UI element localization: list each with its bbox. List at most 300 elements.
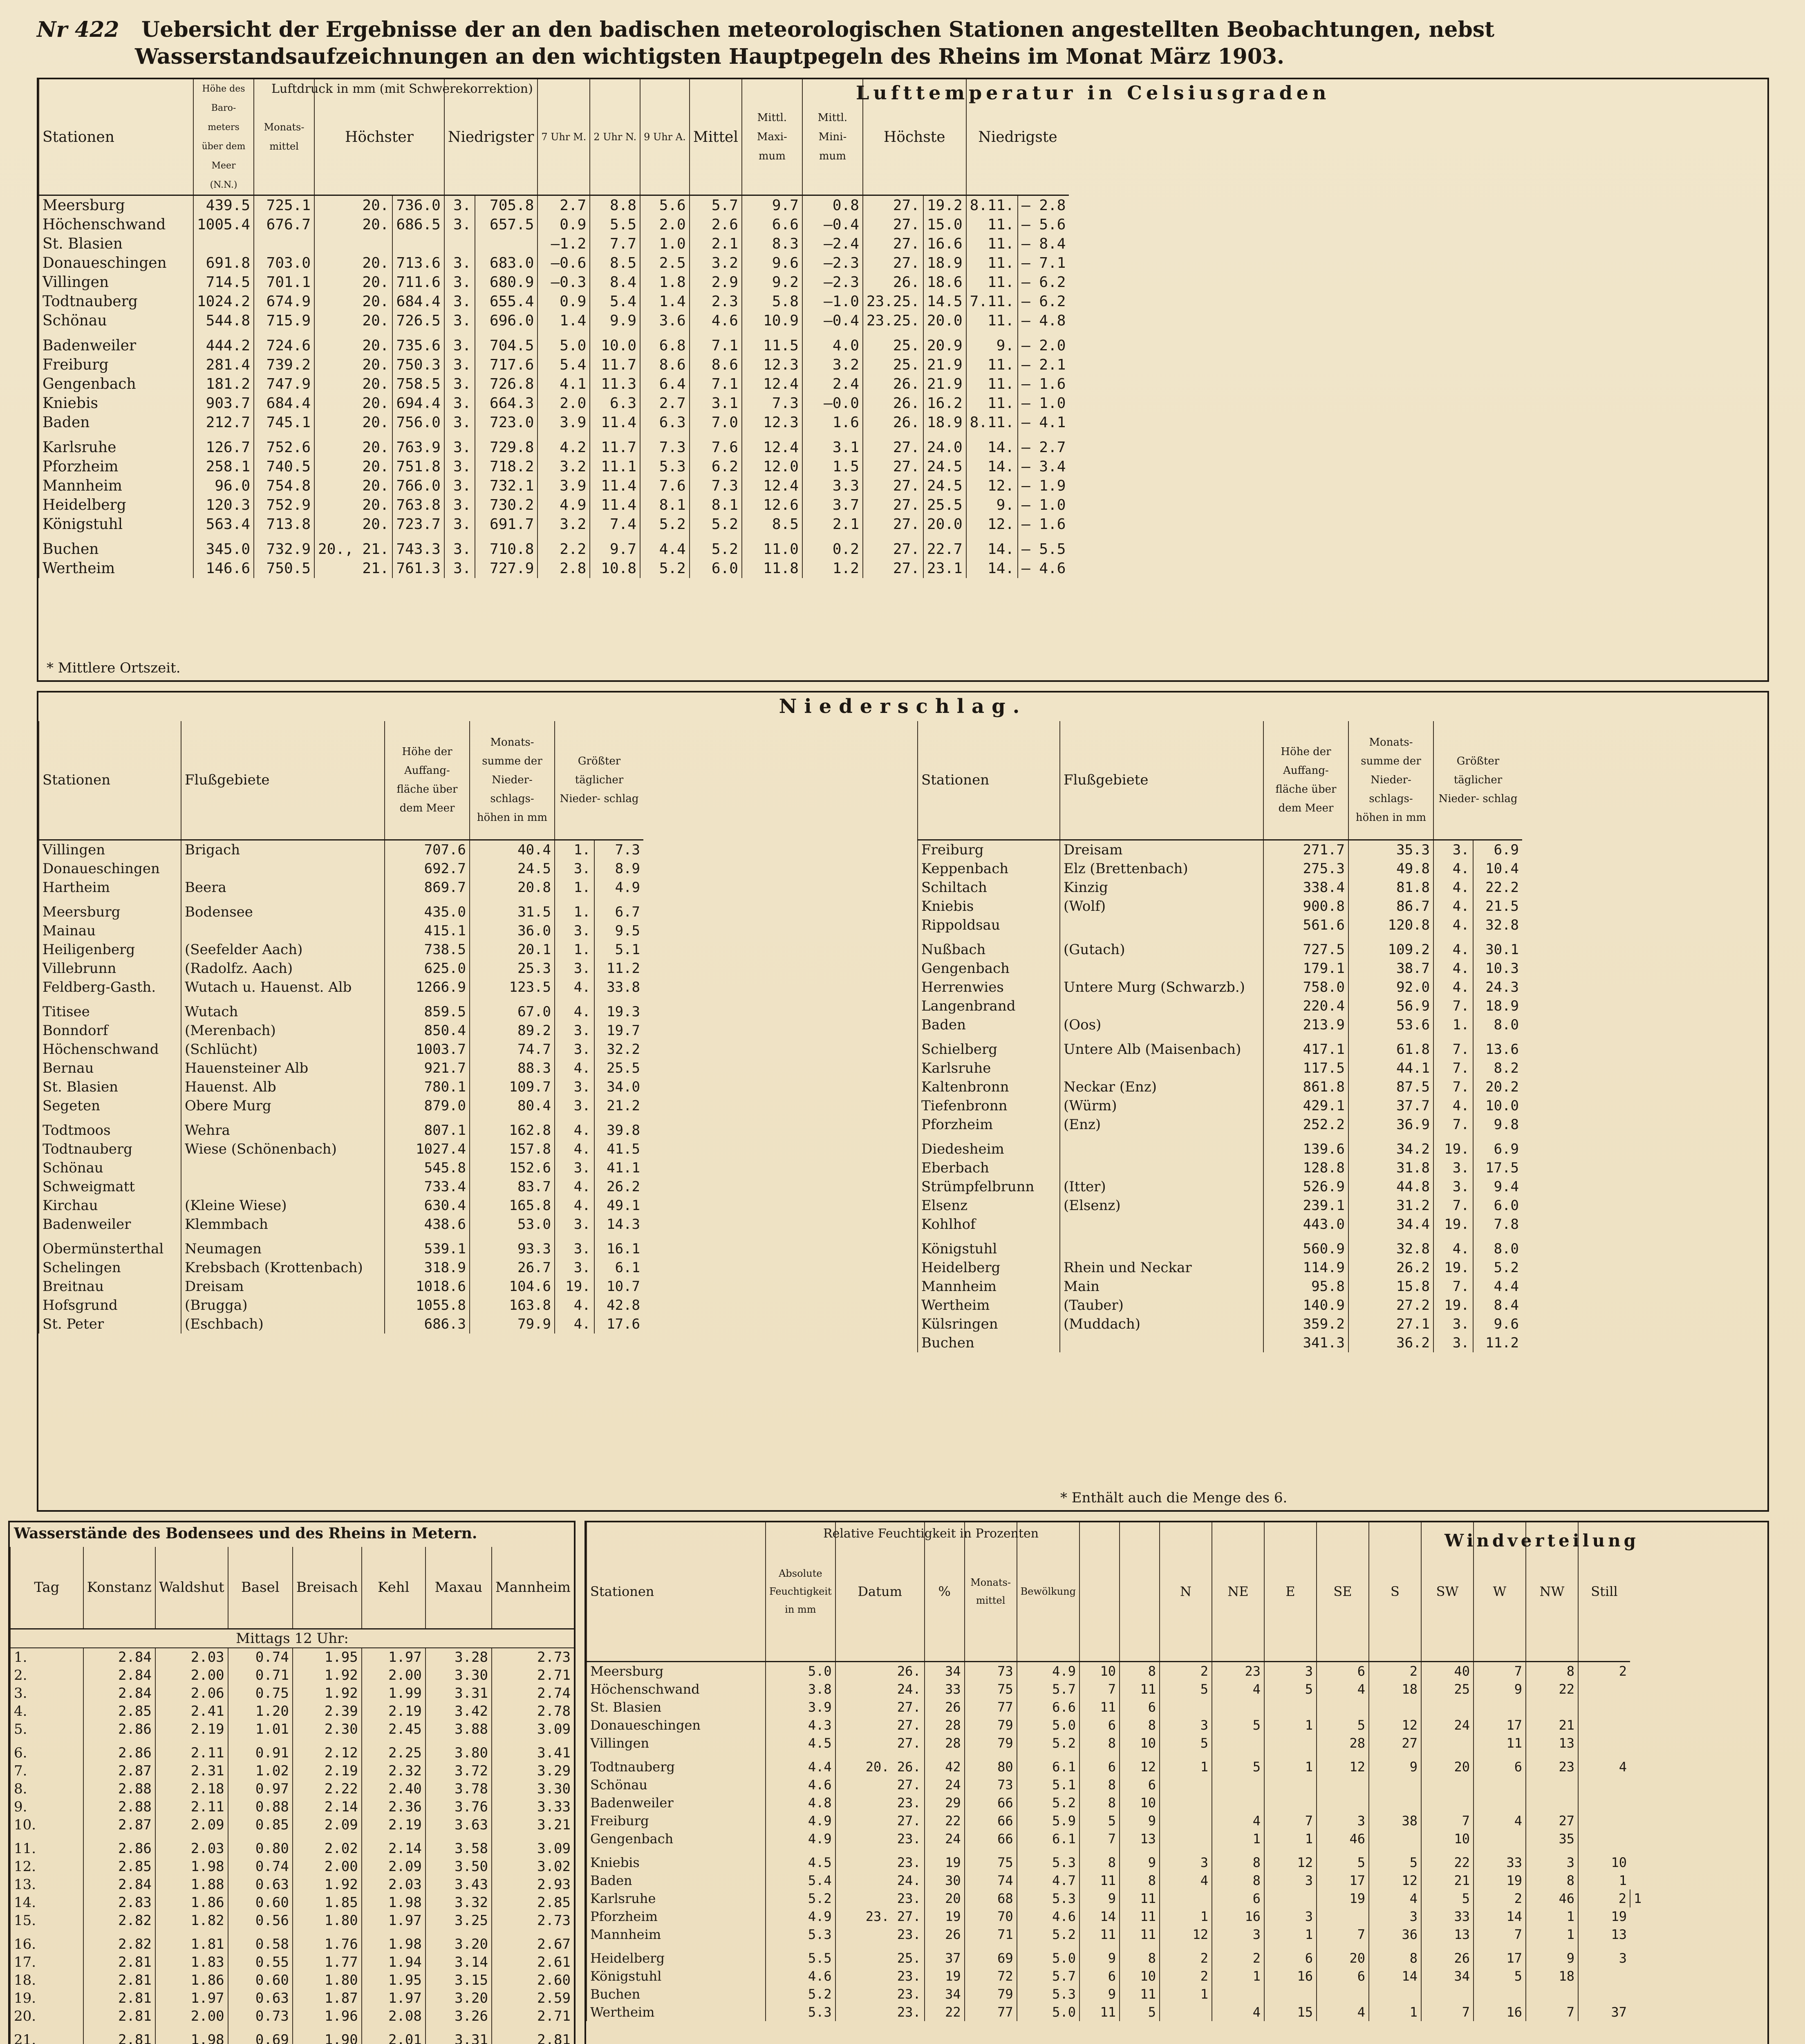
precip-right-row-cell: 9.8 — [1473, 1115, 1522, 1134]
humidity-row-cell — [1578, 1812, 1630, 1830]
precip-right-row-cell: 44.1 — [1348, 1059, 1433, 1078]
temperature-row-cell: 718.2 — [475, 457, 538, 476]
water-row-cell: 3.14 — [425, 1953, 492, 1971]
humidity-row-cell — [1264, 1698, 1317, 1716]
col-hoehe-right: Höhe der Auffang- fläche über dem Meer — [1263, 721, 1348, 840]
precip-left-row-cell: 707.6 — [385, 840, 470, 859]
temperature-row-cell: 27. — [863, 476, 923, 495]
humidity-row-cell: 19 — [1578, 1907, 1630, 1925]
precip-left-row-cell: 11.2 — [594, 959, 643, 978]
temperature-row-cell: 2.8 — [537, 559, 590, 578]
precip-left-row-cell: Heiligenberg — [39, 940, 181, 959]
humidity-row-cell: 46 — [1526, 1889, 1578, 1907]
temperature-row-cell: – 6.2 — [1018, 292, 1069, 311]
humidity-row — [587, 1752, 1645, 1776]
humidity-row-cell: 4.9 — [766, 1812, 835, 1830]
water-row-cell: 2.11 — [155, 1738, 228, 1762]
temperature-row-cell: 5.2 — [640, 515, 690, 534]
temperature-row-cell: 20.9 — [923, 330, 966, 355]
temperature-row-cell: 24.5 — [923, 457, 966, 476]
temperature-row-cell: Donaueschingen — [39, 253, 193, 273]
temperature-row — [39, 476, 1069, 495]
humidity-row-cell: 1 — [1264, 1752, 1317, 1776]
water-row-cell: 1.86 — [155, 1971, 228, 1989]
temperature-row-cell: –0.3 — [537, 273, 590, 292]
precip-right-row-cell: 128.8 — [1263, 1159, 1348, 1177]
humidity-row-cell: Pforzheim — [587, 1907, 766, 1925]
col-wind-ne: NE — [1212, 1522, 1264, 1661]
temperature-row-cell: 11. — [966, 311, 1018, 330]
temperature-row-cell: 11.4 — [590, 476, 640, 495]
temperature-row-cell: 696.0 — [475, 311, 538, 330]
temperature-row-cell: 723.7 — [392, 515, 444, 534]
humidity-row-cell: 6 — [1317, 1661, 1369, 1680]
col-groesster-left: Größter täglicher Nieder- schlag — [555, 721, 643, 840]
precip-left-row-cell: 21.2 — [594, 1096, 643, 1115]
water-row-cell: 0.69 — [228, 2025, 293, 2044]
humidity-row-cell: 1 — [1160, 1907, 1212, 1925]
temperature-row-cell: 14. — [966, 432, 1018, 457]
temperature-row-cell: 8.11. — [966, 195, 1018, 215]
temperature-row-cell: 26. — [863, 413, 923, 432]
humidity-row-cell — [1369, 1985, 1421, 2003]
humidity-row-cell: 5 — [1369, 1848, 1421, 1871]
humidity-row-cell: 5.4 — [766, 1871, 835, 1889]
water-row-cell: 0.73 — [228, 2007, 293, 2025]
temperature-row-cell: 3.3 — [802, 476, 863, 495]
water-row-cell: 2.39 — [293, 1702, 362, 1720]
precip-left-row-cell: 4. — [555, 1059, 594, 1078]
temperature-row-cell: –0.0 — [802, 394, 863, 413]
temperature-row-cell: 2.0 — [537, 394, 590, 413]
humidity-row-cell — [1212, 1985, 1264, 2003]
precip-left-row-cell: Wehra — [181, 1115, 385, 1140]
temperature-row-cell: 903.7 — [193, 394, 254, 413]
precip-right-row-cell: (Enz) — [1060, 1115, 1263, 1134]
temperature-row-cell: 715.9 — [254, 311, 314, 330]
humidity-row-cell — [1474, 1776, 1526, 1794]
precip-left-row-cell: 692.7 — [385, 859, 470, 878]
humidity-row-cell — [1160, 1812, 1212, 1830]
col-groesster-right: Größter täglicher Nieder- schlag — [1433, 721, 1522, 840]
precip-right-row-cell: 3. — [1433, 1159, 1473, 1177]
humidity-row-cell: 29 — [925, 1794, 965, 1812]
temperature-row-cell: 9.2 — [742, 273, 802, 292]
precip-left-row-cell: Beera — [181, 878, 385, 897]
humidity-row-cell: 7 — [1317, 1925, 1369, 1943]
precip-right-table — [917, 721, 1522, 1352]
temperature-row-cell: 11.4 — [590, 495, 640, 515]
water-row — [10, 1720, 574, 1738]
precip-right-row-cell: 6.9 — [1473, 1134, 1522, 1159]
water-row-cell: 0.88 — [228, 1798, 293, 1816]
humidity-row-cell: 8 — [1079, 1776, 1120, 1794]
humidity-row-cell: 3 — [1264, 1871, 1317, 1889]
humidity-row-cell: 1 — [1578, 1871, 1630, 1889]
temperature-row-cell: 11. — [966, 273, 1018, 292]
precip-left-row-cell: Wutach u. Hauenst. Alb — [181, 978, 385, 997]
water-row-cell: 3.30 — [492, 1780, 574, 1798]
precip-right-row-cell: (Würm) — [1060, 1096, 1263, 1115]
humidity-row-cell: 2 — [1160, 1943, 1212, 1967]
temperature-row-cell: 12.3 — [742, 413, 802, 432]
humidity-row-cell: 6 — [1120, 1698, 1160, 1716]
water-row-cell: 2.84 — [83, 1666, 155, 1684]
humidity-row-cell: 11 — [1120, 1907, 1160, 1925]
temperature-row-cell: 7.6 — [690, 432, 742, 457]
precip-right-row-cell: Untere Alb (Maisenbach) — [1060, 1034, 1263, 1059]
water-row-cell: 12. — [10, 1858, 83, 1876]
humidity-row-cell: 1 — [1212, 1830, 1264, 1848]
humidity-row-cell — [1317, 1776, 1369, 1794]
precip-right-row-cell: 81.8 — [1348, 878, 1433, 897]
precip-right-row-cell: 32.8 — [1473, 916, 1522, 935]
humidity-row-cell: 19 — [925, 1967, 965, 1985]
humidity-row-cell: 4.7 — [1017, 1871, 1079, 1889]
precip-left-row-cell: 6.1 — [594, 1258, 643, 1277]
humidity-row-cell: Wertheim — [587, 2003, 766, 2021]
humidity-row-cell: 7 — [1421, 2003, 1474, 2021]
col-niedrigster: Niedrigster — [444, 79, 538, 195]
water-row-cell: 2.81 — [492, 2025, 574, 2044]
precip-right-row-cell: 31.2 — [1348, 1196, 1433, 1215]
col-fluss-left: Flußgebiete — [181, 721, 385, 840]
temperature-row-cell: 26. — [863, 374, 923, 394]
humidity-row-cell: 5.2 — [766, 1889, 835, 1907]
humidity-row — [587, 1848, 1645, 1871]
temperature-row-cell: 212.7 — [193, 413, 254, 432]
humidity-row-cell: 23. — [835, 1985, 925, 2003]
precip-right-row — [918, 997, 1522, 1015]
precip-left-row-cell: 4. — [555, 1177, 594, 1196]
temperature-row-cell: 4.0 — [802, 330, 863, 355]
humidity-row — [587, 1889, 1645, 1907]
water-row-cell: 0.85 — [228, 1816, 293, 1834]
temperature-row — [39, 311, 1069, 330]
humidity-row-cell: 6.1 — [1017, 1752, 1079, 1776]
water-row-cell: 2.87 — [83, 1816, 155, 1834]
water-row-cell: 2.85 — [492, 1894, 574, 1912]
humidity-row-cell: 25. — [835, 1943, 925, 1967]
temperature-row-cell: – 1.6 — [1018, 515, 1069, 534]
precip-left-row-cell: 20.8 — [470, 878, 555, 897]
humidity-row-cell: 4.9 — [766, 1830, 835, 1848]
humidity-row — [587, 1794, 1645, 1812]
temperature-row-cell: 7.3 — [690, 476, 742, 495]
precip-left-row-cell: Schweigmatt — [39, 1177, 181, 1196]
humidity-row-cell: 27. — [835, 1812, 925, 1830]
water-row-cell: 2. — [10, 1666, 83, 1684]
precip-right-row-cell: 22.2 — [1473, 878, 1522, 897]
temperature-row-cell: 2.9 — [690, 273, 742, 292]
precip-footnote: * Enthält auch die Menge des 6. — [1060, 1490, 1288, 1506]
temperature-row-cell: 705.8 — [475, 195, 538, 215]
temperature-row-cell: Baden — [39, 413, 193, 432]
water-row-cell: 3.63 — [425, 1816, 492, 1834]
col-9uhr: 9 Uhr A. — [640, 79, 690, 195]
temperature-row-cell: 3.2 — [537, 457, 590, 476]
temperature-row-cell: – 2.7 — [1018, 432, 1069, 457]
humidity-row-cell: 4 — [1212, 2003, 1264, 2021]
humidity-row-cell: 27. — [835, 1776, 925, 1794]
precip-left-row-cell — [181, 859, 385, 878]
temperature-row-cell — [254, 234, 314, 253]
humidity-row-cell: Buchen — [587, 1985, 766, 2003]
precip-right-row-cell: Untere Murg (Schwarzb.) — [1060, 978, 1263, 997]
temperature-row-cell: 12.6 — [742, 495, 802, 515]
humidity-row-cell — [1578, 1698, 1630, 1716]
humidity-row-cell: 5.2 — [1017, 1794, 1079, 1812]
humidity-row-cell: 4.6 — [766, 1967, 835, 1985]
temperature-row-cell: 11.8 — [742, 559, 802, 578]
precip-right-row-cell: 20.2 — [1473, 1078, 1522, 1096]
temperature-row-cell: 3.1 — [802, 432, 863, 457]
water-row-cell: 2.84 — [83, 1648, 155, 1666]
humidity-row-cell: 5 — [1264, 1680, 1317, 1698]
temperature-row-cell: 3. — [444, 432, 475, 457]
precip-right-row-cell: 900.8 — [1263, 897, 1348, 916]
humidity-row-cell: 34 — [925, 1661, 965, 1680]
temperature-row-cell: 691.8 — [193, 253, 254, 273]
water-row-cell: 2.74 — [492, 1684, 574, 1702]
precip-left-row-cell: (Radolfz. Aach) — [181, 959, 385, 978]
col-fluss-right: Flußgebiete — [1060, 721, 1263, 840]
temperature-row-cell: 5.2 — [690, 515, 742, 534]
water-row — [10, 1989, 574, 2007]
col-summe-left: Monats- summe der Nieder- schlags- höhen in mm — [470, 721, 555, 840]
precip-right-row-cell: 56.9 — [1348, 997, 1433, 1015]
temperature-row-cell: 674.9 — [254, 292, 314, 311]
precip-left-row-cell: Breitnau — [39, 1277, 181, 1296]
precip-right-row-cell: 10.4 — [1473, 859, 1522, 878]
precip-left-row-cell — [181, 1177, 385, 1196]
humidity-row-cell: 20 — [1421, 1752, 1474, 1776]
humidity-row-cell — [1421, 1794, 1474, 1812]
temperature-row-cell: 7.7 — [590, 234, 640, 253]
precip-left-row-cell: 104.6 — [470, 1277, 555, 1296]
humidity-row-cell: 9 — [1474, 1680, 1526, 1698]
temperature-row-cell: – 6.2 — [1018, 273, 1069, 292]
temperature-row-cell: 544.8 — [193, 311, 254, 330]
humidity-row-cell: 66 — [965, 1812, 1017, 1830]
humidity-row-cell: 2 — [1578, 1661, 1630, 1680]
temperature-row-cell: 1.6 — [802, 413, 863, 432]
precip-right-row-cell: 3. — [1433, 840, 1473, 859]
water-row-cell: 2.82 — [83, 1912, 155, 1930]
precip-right-row-cell: 6.9 — [1473, 840, 1522, 859]
temperature-row-cell: 21.9 — [923, 355, 966, 374]
water-row-cell: 2.71 — [492, 2007, 574, 2025]
temperature-row — [39, 495, 1069, 515]
precip-left-row — [39, 1021, 643, 1040]
water-row-cell: 3.31 — [425, 1684, 492, 1702]
precip-right-row — [918, 1134, 1522, 1159]
humidity-row-cell: 5.9 — [1017, 1812, 1079, 1830]
water-row-cell: 2.85 — [83, 1858, 155, 1876]
water-row-cell: 1.85 — [293, 1894, 362, 1912]
precip-right-row-cell: 49.8 — [1348, 859, 1433, 878]
humidity-row-cell — [1578, 1830, 1630, 1848]
humidity-row-cell: 20 — [925, 1889, 965, 1907]
rel-humidity-heading: Relative Feuchtigkeit in Prozenten — [823, 1526, 1039, 1541]
water-row-cell: 3.15 — [425, 1971, 492, 1989]
precip-right-row-cell: 417.1 — [1263, 1034, 1348, 1059]
temperature-row-cell: 736.0 — [392, 195, 444, 215]
temperature-row-cell: 18.9 — [923, 413, 966, 432]
humidity-row — [587, 1830, 1645, 1848]
humidity-row-cell: 27. — [835, 1716, 925, 1734]
temperature-row-cell — [444, 234, 475, 253]
humidity-row-cell — [1160, 2003, 1212, 2021]
water-row-cell: 3.88 — [425, 1720, 492, 1738]
precip-left-row-cell: 780.1 — [385, 1078, 470, 1096]
water-row-cell: 3.41 — [492, 1738, 574, 1762]
temperature-row-cell: –0.4 — [802, 215, 863, 234]
humidity-row-cell — [1160, 1889, 1212, 1907]
humidity-row-cell: 24. — [835, 1871, 925, 1889]
water-row-cell: 3.30 — [425, 1666, 492, 1684]
humidity-row-cell: 9 — [1526, 1943, 1578, 1967]
precip-right-row-cell: 86.7 — [1348, 897, 1433, 916]
precip-right-row-cell — [1060, 916, 1263, 935]
precip-left-row — [39, 1096, 643, 1115]
precip-right-row-cell: 36.2 — [1348, 1334, 1433, 1352]
humidity-row-cell: 22 — [925, 1812, 965, 1830]
temperature-row-cell: 27. — [863, 234, 923, 253]
humidity-row-cell: Gengenbach — [587, 1830, 766, 1848]
page-header — [37, 16, 1766, 70]
temperature-row-cell: Meersburg — [39, 195, 193, 215]
precip-right-row — [918, 1159, 1522, 1177]
humidity-row-cell: 5 — [1212, 1752, 1264, 1776]
precip-right-row — [918, 878, 1522, 897]
temperature-row-cell: 717.6 — [475, 355, 538, 374]
humidity-row-cell: 1 — [1264, 1716, 1317, 1734]
water-row-cell: 11. — [10, 1834, 83, 1858]
humidity-row-cell — [1264, 1985, 1317, 2003]
precip-right-row-cell: 4. — [1433, 1096, 1473, 1115]
temperature-row-cell: 747.9 — [254, 374, 314, 394]
precip-left-row-cell: 1018.6 — [385, 1277, 470, 1296]
humidity-row-cell: 27. — [835, 1698, 925, 1716]
temperature-row-cell: 684.4 — [392, 292, 444, 311]
precip-left-row-cell: Hofsgrund — [39, 1296, 181, 1315]
temperature-row-cell: 8.5 — [590, 253, 640, 273]
humidity-row-cell: 12 — [1120, 1752, 1160, 1776]
water-row-cell: 2.31 — [155, 1762, 228, 1780]
precipitation-section — [37, 691, 1769, 1512]
temperature-row-cell: 11.7 — [590, 355, 640, 374]
precip-right-row-cell: Strümpfelbrunn — [918, 1177, 1060, 1196]
precip-left-row-cell: 19. — [555, 1277, 594, 1296]
temperature-row-cell: 9.7 — [590, 534, 640, 559]
temperature-row-cell: 345.0 — [193, 534, 254, 559]
temperature-row-cell: 3.9 — [537, 413, 590, 432]
temperature-row-cell: 4.9 — [537, 495, 590, 515]
temperature-row-cell: 26. — [863, 273, 923, 292]
water-row-cell: 2.19 — [155, 1720, 228, 1738]
temperature-row-cell: 20. — [314, 215, 392, 234]
temperature-row-cell: 3. — [444, 195, 475, 215]
col-pct: % — [925, 1522, 965, 1661]
precip-right-row-cell: Eberbach — [918, 1159, 1060, 1177]
col-datum: Datum — [835, 1522, 925, 1661]
precip-right-row — [918, 1015, 1522, 1034]
humidity-row-cell — [1578, 1967, 1630, 1985]
humidity-row-cell: 33 — [1474, 1848, 1526, 1871]
humidity-row-cell: 8 — [1120, 1716, 1160, 1734]
temperature-row-cell: 761.3 — [392, 559, 444, 578]
humidity-row-cell: 5.3 — [766, 1925, 835, 1943]
humidity-row-cell: 4 — [1212, 1680, 1264, 1698]
water-row-cell: 2.18 — [155, 1780, 228, 1798]
precip-right-row-cell: 8.4 — [1473, 1296, 1522, 1315]
temperature-row-cell: 27. — [863, 495, 923, 515]
precip-right-row-cell: 19. — [1433, 1296, 1473, 1315]
water-row-cell: 2.19 — [362, 1816, 425, 1834]
precip-left-row-cell: 1. — [555, 897, 594, 921]
humidity-row-cell: 77 — [965, 1698, 1017, 1716]
humidity-row-cell: 15 — [1264, 2003, 1317, 2021]
water-row — [10, 1780, 574, 1798]
temperature-row-cell: 3. — [444, 273, 475, 292]
temperature-row-cell: 11.7 — [590, 432, 640, 457]
humidity-row-cell: 34 — [1421, 1967, 1474, 1985]
humidity-row-cell: 22 — [1526, 1680, 1578, 1698]
precip-right-row-cell: Nußbach — [918, 935, 1060, 959]
water-row-cell: 4. — [10, 1702, 83, 1720]
humidity-row-cell: 5.0 — [766, 1661, 835, 1680]
temperature-footnote: * Mittlere Ortszeit. — [47, 660, 181, 676]
humidity-row-cell: 4 — [1369, 1889, 1421, 1907]
temperature-row-cell: 3. — [444, 253, 475, 273]
temperature-row-cell: 3. — [444, 413, 475, 432]
temperature-row-cell: 3. — [444, 292, 475, 311]
water-row-cell: 2.01 — [362, 2025, 425, 2044]
precip-left-row-cell: 157.8 — [470, 1140, 555, 1159]
precip-left-row-cell: 3. — [555, 1258, 594, 1277]
temperature-row-cell: 723.0 — [475, 413, 538, 432]
humidity-row — [587, 1943, 1645, 1967]
precip-right-row-cell: 861.8 — [1263, 1078, 1348, 1096]
water-row-cell: 2.08 — [362, 2007, 425, 2025]
temperature-row-cell: 23.1 — [923, 559, 966, 578]
precip-left-row-cell: 859.5 — [385, 997, 470, 1021]
water-subtitle: Mittags 12 Uhr: — [10, 1629, 574, 1648]
temperature-row-cell: 5.4 — [590, 292, 640, 311]
humidity-row-cell: 13 — [1526, 1734, 1578, 1752]
precip-right-row-cell: Kohlhof — [918, 1215, 1060, 1234]
precip-right-row-cell: 561.6 — [1263, 916, 1348, 935]
temperature-row-cell: 7.11. — [966, 292, 1018, 311]
humidity-row-cell: 25 — [1421, 1680, 1474, 1698]
temperature-row-cell: 11. — [966, 253, 1018, 273]
precip-right-row — [918, 859, 1522, 878]
temperature-row-cell: 3.6 — [640, 311, 690, 330]
water-row-cell: 2.12 — [293, 1738, 362, 1762]
water-row-cell: 3.02 — [492, 1858, 574, 1876]
precip-right-row-cell: 13.6 — [1473, 1034, 1522, 1059]
precip-right-row-cell: 7. — [1433, 1078, 1473, 1096]
precip-right-row-cell: 30.1 — [1473, 935, 1522, 959]
humidity-row-cell: 6.1 — [1017, 1830, 1079, 1848]
temperature-row-cell: 21. — [314, 559, 392, 578]
humidity-row-cell: 20 — [1317, 1943, 1369, 1967]
precip-right-row-cell: 252.2 — [1263, 1115, 1348, 1134]
precip-right-row-cell: (Oos) — [1060, 1015, 1263, 1034]
precip-left-row-cell: 686.3 — [385, 1315, 470, 1334]
precip-right-row-cell: 37.7 — [1348, 1096, 1433, 1115]
